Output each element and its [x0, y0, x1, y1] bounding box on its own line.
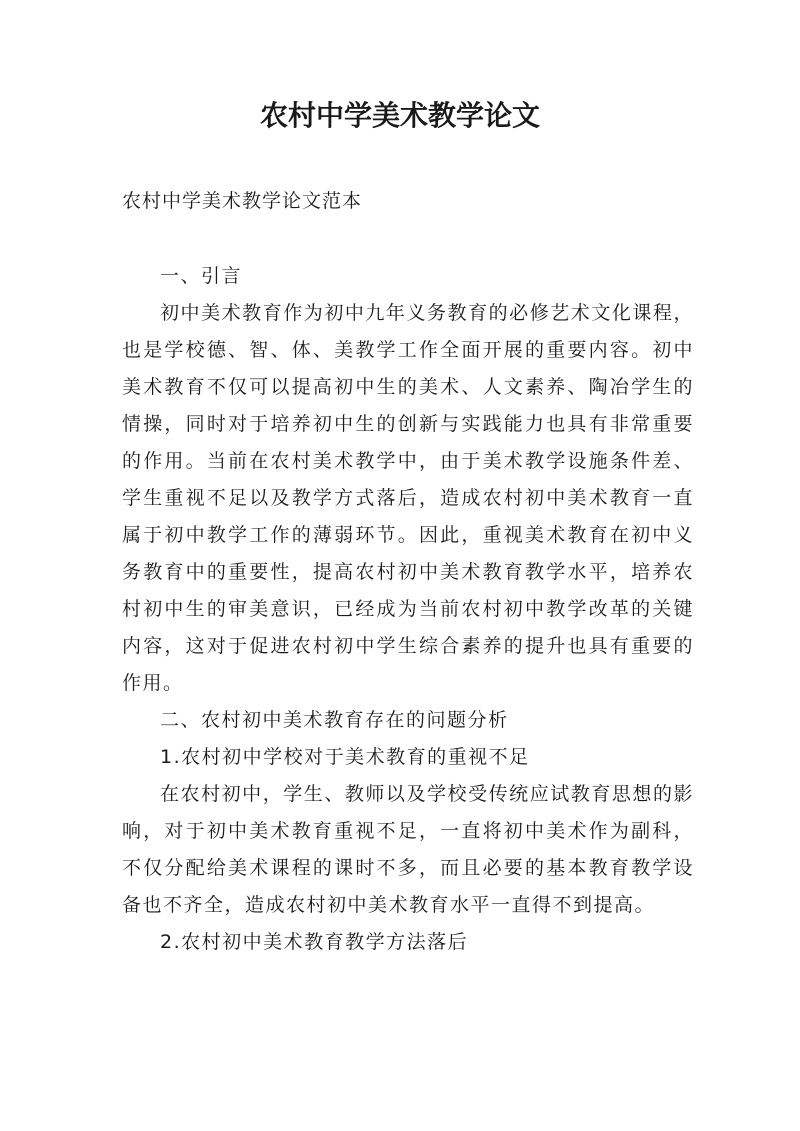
- document-subtitle: 农村中学美术教学论文范本: [122, 190, 363, 212]
- paragraph-intro: 初中美术教育作为初中九年义务教育的必修艺术文化课程，也是学校德、智、体、美教学工作全面开展的重要内容。初中美术教育不仅可以提高初中生的美术、人文素养、陶冶学生的情操，同时对于培养初中生的创新与实践能力也具有非常重要的作用。当前在农村美术教学中，由于美术教学设施条件差、学生重视不足以及教学方式落后，造成农村初中美术教育一直属于初中教学工作的薄弱环节。因此，重视美术教育在初中义务教育中的重要性，提高农村初中美术教育教学水平，培养农村初中生的审美意识，已经成为当前农村初中教学改革的关键内容，这对于促进农村初中学生综合素养的提升也具有重要的作用。: [122, 302, 694, 694]
- document-body: [122, 258, 694, 961]
- subheading-2: 2.农村初中美术教育教学方法落后: [160, 931, 469, 953]
- section-heading-intro: 一、引言: [160, 265, 243, 287]
- paragraph-1: 在农村初中，学生、教师以及学校受传统应试教育思想的影响，对于初中美术教育重视不足，一直将初中美术作为副科，不仅分配给美术课程的课时不多，而且必要的基本教育教学设备也不齐全，造成农村初中美术教育水平一直得不到提高。: [122, 783, 694, 916]
- document-title: 农村中学美术教学论文: [259, 99, 540, 132]
- subheading-1: 1.农村初中学校对于美术教育的重视不足: [160, 746, 530, 768]
- section-heading-problems: 二、农村初中美术教育存在的问题分析: [160, 709, 509, 731]
